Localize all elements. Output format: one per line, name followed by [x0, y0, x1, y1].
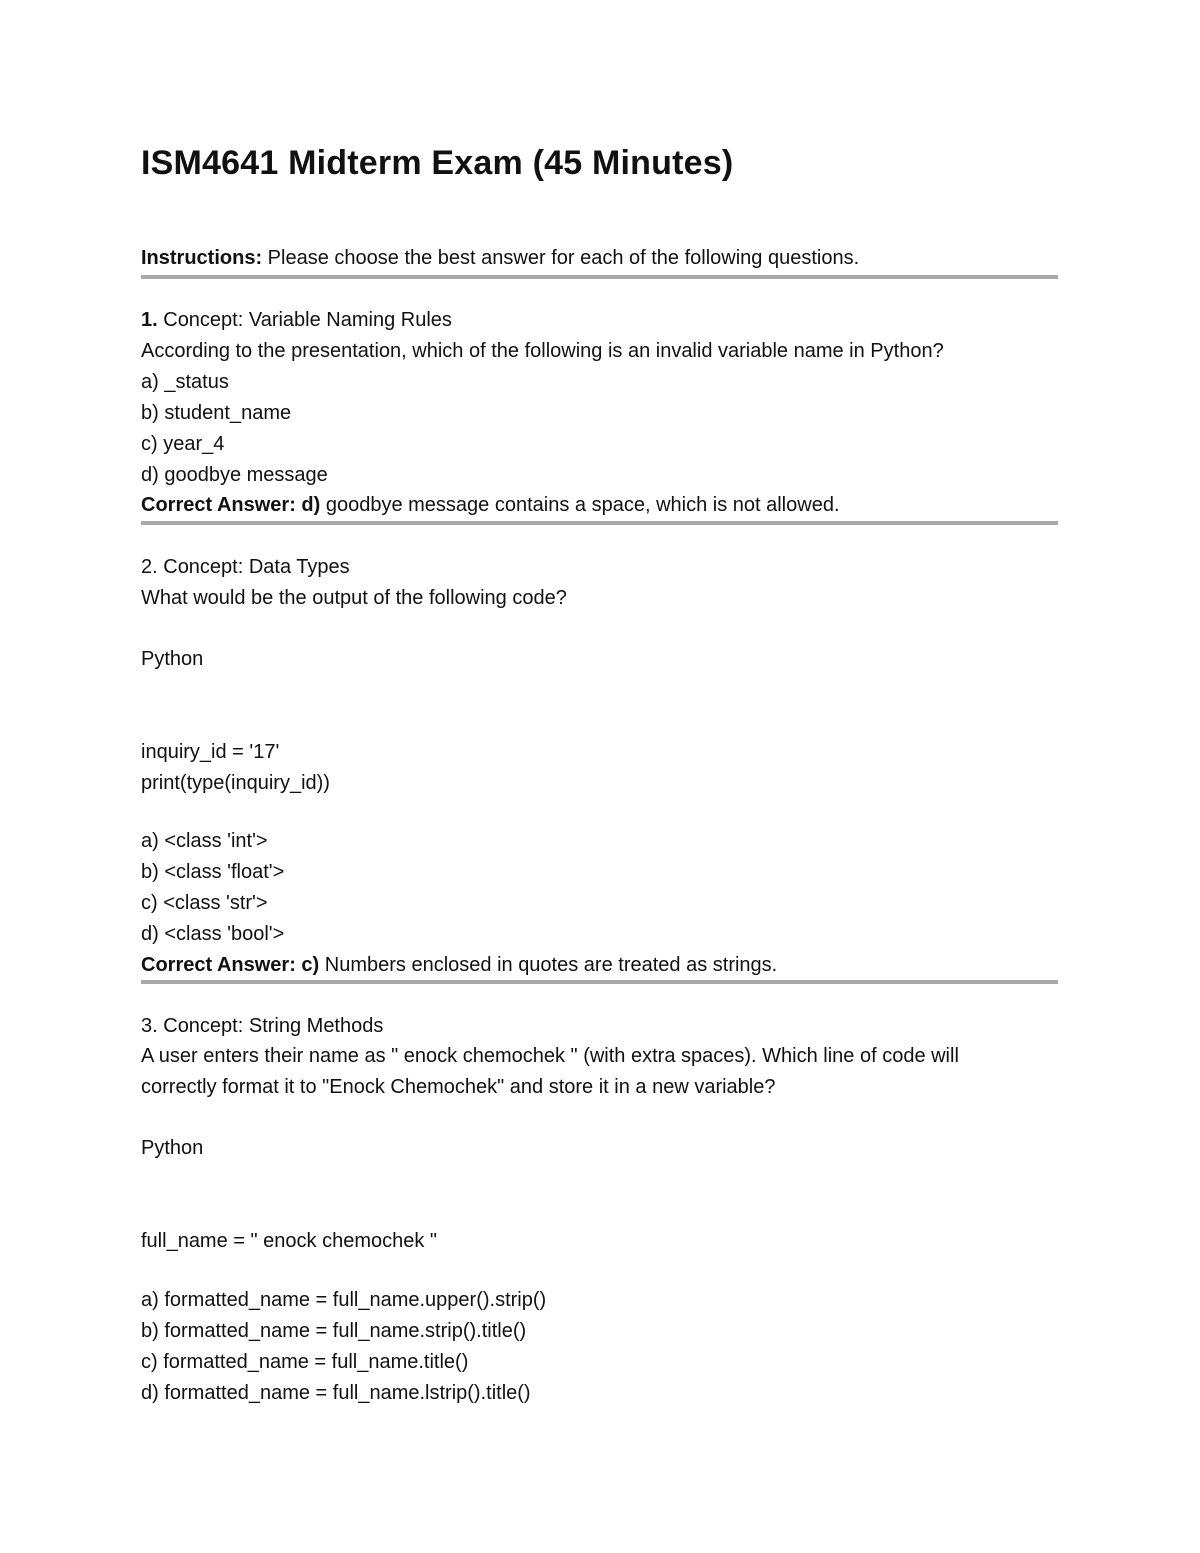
question-1-heading [141, 305, 452, 336]
exam-title: ISM4641 Midterm Exam (45 Minutes) [141, 144, 734, 182]
answer-text: Numbers enclosed in quotes are treated as strings. [319, 954, 778, 976]
question-number: 3. [141, 1015, 158, 1037]
code-language-label: Python [141, 648, 204, 670]
question-3-option-d: d) formatted_name = full_name.lstrip().title() [141, 1382, 531, 1404]
section-divider [141, 980, 1058, 984]
question-concept: Concept: String Methods [157, 1015, 384, 1037]
question-1-option-d: d) goodbye message [141, 464, 328, 486]
question-2-prompt: What would be the output of the following code? [141, 587, 567, 609]
code-language-label: Python [141, 1137, 204, 1159]
question-number: 1. [141, 309, 158, 331]
question-3-heading [141, 1011, 383, 1042]
question-number: 2. [141, 556, 158, 578]
instructions-label: Instructions: [141, 247, 263, 269]
question-3-option-a: a) formatted_name = full_name.upper().strip() [141, 1289, 547, 1311]
question-3-option-c: c) formatted_name = full_name.title() [141, 1351, 469, 1373]
code-line: print(type(inquiry_id)) [141, 772, 330, 794]
answer-label: Correct Answer: d) [141, 494, 321, 516]
question-2-answer [141, 950, 777, 981]
code-line: inquiry_id = '17' [141, 741, 280, 763]
question-2-option-d: d) <class 'bool'> [141, 923, 285, 945]
question-3-option-b: b) formatted_name = full_name.strip().title() [141, 1320, 527, 1342]
question-1-prompt: According to the presentation, which of the following is an invalid variable name in Python? [141, 340, 944, 362]
question-2-option-c: c) <class 'str'> [141, 892, 268, 914]
question-1-option-c: c) year_4 [141, 433, 225, 455]
section-divider [141, 275, 1058, 279]
answer-text: goodbye message contains a space, which is not allowed. [320, 494, 840, 516]
question-1-answer [141, 490, 840, 521]
section-divider [141, 521, 1058, 525]
question-2-heading [141, 552, 350, 583]
question-3-prompt-line: A user enters their name as " enock chemochek " (with extra spaces). Which line of code will [141, 1045, 959, 1067]
question-concept: Concept: Variable Naming Rules [157, 309, 452, 331]
question-1-option-a: a) _status [141, 371, 229, 393]
question-3-prompt-line: correctly format it to "Enock Chemochek" and store it in a new variable? [141, 1076, 776, 1098]
question-2-option-a: a) <class 'int'> [141, 830, 268, 852]
question-concept: Concept: Data Types [157, 556, 350, 578]
code-line: full_name = " enock chemochek " [141, 1230, 438, 1252]
question-1-option-b: b) student_name [141, 402, 292, 424]
instructions [141, 243, 859, 274]
instructions-text: Please choose the best answer for each of the following questions. [262, 247, 860, 269]
answer-label: Correct Answer: c) [141, 954, 320, 976]
question-2-option-b: b) <class 'float'> [141, 861, 285, 883]
